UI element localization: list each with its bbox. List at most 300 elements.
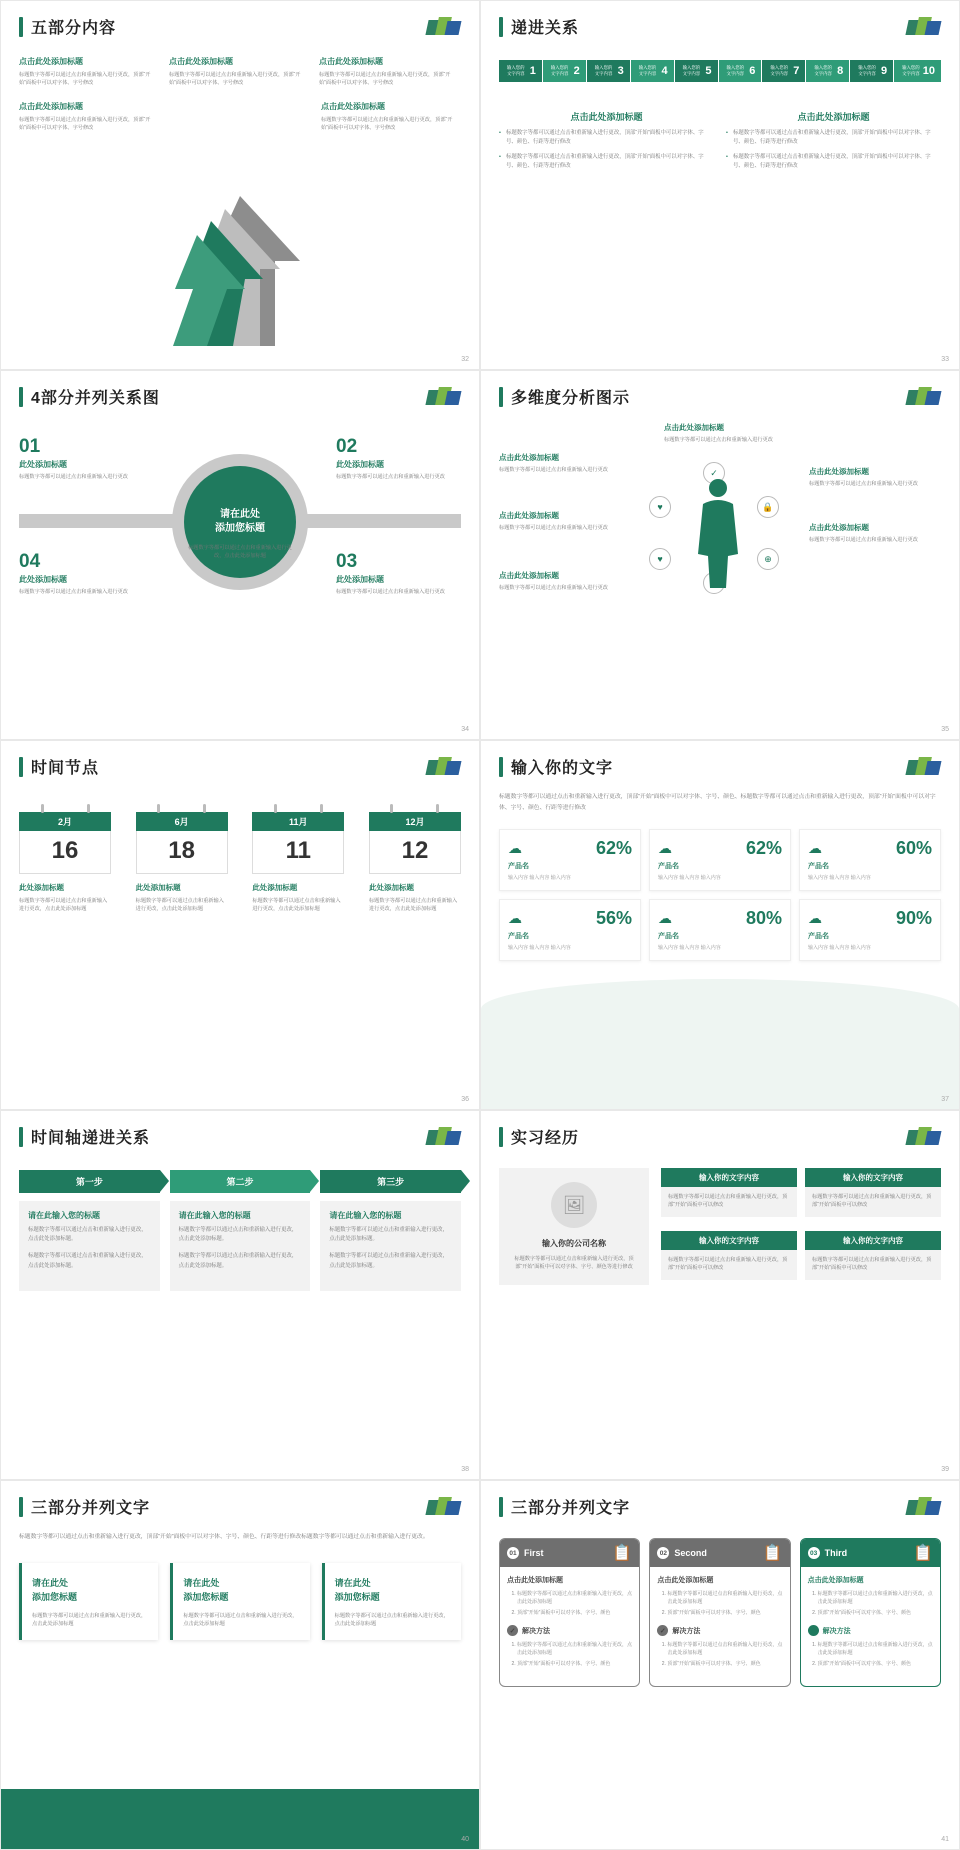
company-name: 输入你的公司名称 — [542, 1239, 606, 1248]
cloud-icon: ☁ — [808, 910, 822, 927]
step-item[interactable]: 输入您的文字内容 7 — [762, 60, 805, 82]
item-title: 请在此输入您的标题 — [329, 1211, 402, 1220]
slide-number: 34 — [461, 726, 469, 733]
step-item[interactable]: 输入您的文字内容 5 — [675, 60, 718, 82]
item-title: 此处添加标题 — [336, 575, 384, 584]
title-accent-bar — [499, 1497, 503, 1517]
slide-number: 33 — [941, 356, 949, 363]
card-number: 01 — [507, 1547, 519, 1559]
calendar-rings — [252, 804, 344, 812]
calendar-day: 16 — [19, 831, 111, 874]
card-header — [650, 1539, 789, 1567]
step-item[interactable]: 输入您的文字内容 4 — [631, 60, 674, 82]
slide-number: 39 — [941, 1466, 949, 1473]
card-body — [500, 1567, 639, 1686]
center-note: 标题数字等都可以通过点击和重新输入进行更改，点击此处添加标题 — [188, 545, 292, 560]
stat-card[interactable] — [649, 899, 791, 961]
info-card[interactable] — [800, 1538, 941, 1687]
page-title: 时间节点 — [31, 760, 100, 777]
globe-icon: ⊕ — [757, 548, 779, 570]
item-title: 点击此处添加标题 — [321, 102, 385, 112]
item-text: 标题数字等都可以通过点击和重新输入进行更改，顶部“开始”面板中可以对字体、字号修改 — [319, 72, 451, 87]
step-item[interactable]: 输入您的文字内容 2 — [543, 60, 586, 82]
column-title: 点击此处添加标题 — [797, 112, 870, 122]
item-title: 点击此处添加标题 — [499, 511, 559, 520]
slide-header — [499, 755, 941, 778]
item-number: 04 — [19, 551, 41, 572]
calendar-list — [19, 804, 461, 913]
list-item — [19, 101, 159, 132]
card-title: First — [524, 1548, 544, 1558]
card-subtitle: 点击此处添加标题 — [657, 1577, 714, 1584]
item-title: 点击此处添加标题 — [499, 453, 559, 462]
item-number: 02 — [336, 436, 358, 457]
card-text: 标题数字等都可以通过点击和重新输入进行更改，点击此处添加标题 — [183, 1613, 298, 1628]
card-subtitle: 点击此处添加标题 — [507, 1577, 563, 1584]
list-item: 1. 标题数字等都可以通过点击和重新输入进行更改，点击此处添加标题 — [517, 1590, 632, 1606]
card-title-line2: 添加您标题 — [32, 1591, 78, 1602]
info-card[interactable] — [649, 1538, 790, 1687]
stat-value: 90% — [895, 908, 932, 929]
card-header — [801, 1539, 940, 1567]
slide-header — [499, 15, 941, 38]
box-header: 输入你的文字内容 — [661, 1231, 797, 1250]
experience-box[interactable] — [805, 1168, 941, 1223]
card-text: 标题数字等都可以通过点击和重新输入进行更改，点击此处添加标题 — [32, 1613, 147, 1628]
item-title: 此处添加标题 — [135, 883, 181, 892]
title-accent-bar — [499, 1127, 503, 1147]
stat-card[interactable] — [649, 829, 791, 891]
slide-32 — [0, 0, 480, 370]
calendar-item[interactable] — [252, 804, 344, 913]
item-title: 此处添加标题 — [19, 883, 64, 892]
stat-label: 产品名 — [508, 863, 529, 871]
diagram-item — [19, 436, 144, 481]
step-item[interactable]: 输入您的文字内容 8 — [806, 60, 849, 82]
item-title: 此处添加标题 — [19, 460, 67, 469]
diagram-item — [809, 522, 941, 544]
slide-number: 41 — [941, 1836, 949, 1843]
calendar-item[interactable] — [136, 804, 228, 913]
page-title: 五部分内容 — [31, 20, 117, 37]
page-title: 递进关系 — [511, 20, 580, 37]
item-text: 标题数字等都可以通过点击和重新输入进行更改，顶部“开始”面板中可以对字体、字号修改 — [169, 72, 301, 87]
item-number: 03 — [336, 551, 358, 572]
bullet-list — [726, 129, 941, 171]
step-column — [170, 1170, 311, 1291]
box-header: 输入你的文字内容 — [805, 1168, 941, 1187]
stat-meta: 输入内容 输入内容 输入内容 — [658, 875, 721, 882]
heart-icon: ♥ — [649, 496, 671, 518]
stat-meta: 输入内容 输入内容 输入内容 — [508, 945, 571, 952]
item-text: 标题数字等都可以通过点击和重新输入进行更改，点击此处添加标题。 — [329, 1253, 448, 1269]
slide-39 — [480, 1110, 960, 1480]
decorative-background — [481, 979, 959, 1109]
solution-header — [657, 1625, 782, 1636]
stat-card[interactable] — [799, 829, 941, 891]
calendar-month: 6月 — [136, 812, 228, 831]
card-title: Third — [824, 1548, 848, 1558]
slide-header — [19, 1125, 461, 1148]
card-grid — [19, 1563, 461, 1640]
item-text: 标题数字等都可以通过点击和重新输入进行更改，顶部“开始”面板中可以对字体、字号修改 — [19, 72, 151, 87]
diagram-item — [336, 551, 461, 596]
center-title-line2: 添加您标题 — [215, 523, 265, 534]
list-item: 2. 顶部“开始”面板中可以对字体、字号、颜色 — [818, 1660, 933, 1668]
slide-38 — [0, 1110, 480, 1480]
title-accent-bar — [19, 1127, 23, 1147]
stat-label: 产品名 — [508, 933, 529, 941]
step-body — [19, 1201, 160, 1291]
box-text: 标题数字等都可以通过点击和重新输入进行更改，顶部“开始”面板中可以修改 — [661, 1250, 797, 1280]
box-header: 输入你的文字内容 — [805, 1231, 941, 1250]
item-text: 标题数字等都可以通过点击和重新输入进行更改，点击此处添加标题 — [19, 898, 108, 913]
item-title: 点击此处添加标题 — [19, 102, 83, 112]
title-accent-bar — [499, 387, 503, 407]
step-body — [320, 1201, 461, 1291]
stat-card[interactable] — [799, 899, 941, 961]
calendar-day: 18 — [136, 831, 228, 874]
slide-header — [19, 15, 461, 38]
card-grid — [499, 1538, 941, 1687]
check-icon: ✓ — [703, 462, 725, 484]
cloud-icon: ☁ — [658, 840, 672, 857]
step-column — [320, 1170, 461, 1291]
brand-logo-icon — [907, 757, 941, 777]
slide-35 — [480, 370, 960, 740]
title-accent-bar — [19, 1497, 23, 1517]
check-icon: ✓ — [808, 1625, 819, 1636]
item-number: 01 — [19, 436, 41, 457]
step-header[interactable]: 第二步 — [170, 1170, 311, 1193]
item-text: 标题数字等都可以通过点击和重新输入进行更改 — [664, 437, 773, 443]
item-text: 标题数字等都可以通过点击和重新输入进行更改 — [336, 474, 445, 480]
page-title: 三部分并列文字 — [31, 1500, 151, 1517]
card-text: 标题数字等都可以通过点击和重新输入进行更改，点击此处添加标题 — [334, 1613, 449, 1628]
stat-value: 62% — [595, 838, 632, 859]
bullet-list — [499, 129, 714, 171]
card-subtitle: 点击此处添加标题 — [807, 1577, 864, 1584]
list-item — [321, 101, 461, 132]
list-item: 2. 顶部“开始”面板中可以对字体、字号、颜色 — [517, 1609, 632, 1617]
item-title: 点击此处添加标题 — [19, 57, 83, 66]
slide-header — [19, 385, 461, 408]
card-title-line2: 添加您标题 — [183, 1591, 229, 1602]
item-title: 点击此处添加标题 — [499, 571, 559, 580]
item-title: 此处添加标题 — [368, 883, 414, 892]
card-title: Second — [674, 1548, 707, 1558]
brand-logo-icon — [907, 17, 941, 37]
item-title: 请在此输入您的标题 — [28, 1211, 100, 1220]
heart-icon: ♥ — [649, 548, 671, 570]
step-item[interactable]: 输入您的文字内容 10 — [894, 60, 941, 82]
card-body — [801, 1567, 940, 1686]
slide-34 — [0, 370, 480, 740]
bullet-item: • 标题数字等都可以通过点击和重新输入进行更改，顶部“开始”面板中可以对字体、字号、颜色、行距等进行修改 — [726, 129, 941, 147]
cloud-icon: ☁ — [658, 910, 672, 927]
stat-label: 产品名 — [658, 863, 679, 871]
calendar-item[interactable] — [369, 804, 461, 913]
experience-box[interactable] — [661, 1231, 797, 1286]
page-title: 时间轴递进关系 — [31, 1130, 151, 1147]
calendar-item[interactable] — [19, 804, 111, 913]
diagram — [19, 426, 461, 626]
page-title: 实习经历 — [511, 1130, 580, 1147]
box-text: 标题数字等都可以通过点击和重新输入进行更改，顶部“开始”面板中可以修改 — [805, 1250, 941, 1280]
brand-logo-icon — [907, 387, 941, 407]
brand-logo-icon — [427, 757, 461, 777]
check-icon: ✓ — [657, 1625, 668, 1636]
slide-number: 35 — [941, 726, 949, 733]
cloud-icon: ☁ — [508, 910, 522, 927]
detail-columns — [499, 110, 941, 177]
title-accent-bar — [499, 757, 503, 777]
slide-number: 38 — [461, 1466, 469, 1473]
detail-column — [499, 110, 714, 177]
item-text: 标题数字等都可以通过点击和重新输入进行更改，点击此处添加标题。 — [329, 1227, 448, 1243]
list-item: 1. 标题数字等都可以通过点击和重新输入进行更改，点击此处添加标题 — [818, 1641, 933, 1657]
numbered-list — [667, 1641, 782, 1668]
stat-meta: 输入内容 输入内容 输入内容 — [658, 945, 721, 952]
numbered-list — [818, 1590, 933, 1617]
solution-header — [507, 1625, 632, 1636]
step-item[interactable]: 输入您的文字内容 3 — [587, 60, 630, 82]
slide-number: 40 — [461, 1836, 469, 1843]
solution-label: 解决方法 — [822, 1627, 851, 1635]
card-title-line1: 请在此处 — [32, 1578, 69, 1588]
stat-card-grid — [499, 829, 941, 961]
box-header: 输入你的文字内容 — [661, 1168, 797, 1187]
item-title: 此处添加标题 — [19, 575, 67, 584]
title-accent-bar — [499, 17, 503, 37]
item-title: 点击此处添加标题 — [664, 423, 724, 432]
list-item: 2. 顶部“开始”面板中可以对字体、字号、颜色 — [517, 1660, 632, 1668]
slide-number: 32 — [461, 356, 469, 363]
step-chevron-list — [499, 60, 941, 82]
bullet-item: • 标题数字等都可以通过点击和重新输入进行更改，顶部“开始”面板中可以对字体、字号、颜色、行距等进行修改 — [499, 129, 714, 147]
stat-meta: 输入内容 输入内容 输入内容 — [808, 945, 871, 952]
slide-header — [499, 385, 941, 408]
step-item[interactable]: 输入您的文字内容 6 — [719, 60, 762, 82]
list-item: 1. 标题数字等都可以通过点击和重新输入进行更改，点击此处添加标题 — [818, 1590, 933, 1606]
numbered-list — [517, 1590, 632, 1617]
numbered-list — [517, 1641, 632, 1668]
stat-card[interactable] — [499, 899, 641, 961]
item-title: 点击此处添加标题 — [809, 467, 869, 476]
step-header[interactable]: 第一步 — [19, 1170, 160, 1193]
card-title-line1: 请在此处 — [183, 1578, 220, 1588]
company-panel — [499, 1168, 649, 1285]
item-text: 标题数字等都可以通过点击和重新输入进行更改，点击此处添加标题。 — [178, 1253, 298, 1269]
list-item: 1. 标题数字等都可以通过点击和重新输入进行更改，点击此处添加标题 — [517, 1641, 632, 1657]
item-title: 请在此输入您的标题 — [178, 1211, 251, 1220]
calendar-rings — [19, 804, 111, 812]
image-placeholder-icon: 🖼 — [551, 1182, 597, 1228]
slide-header — [19, 1495, 461, 1518]
list-item — [19, 56, 161, 87]
step-item[interactable]: 输入您的文字内容 9 — [850, 60, 893, 82]
slide-number: 36 — [461, 1096, 469, 1103]
page-title: 输入你的文字 — [511, 760, 614, 777]
experience-layout — [499, 1168, 941, 1285]
clipboard-icon: 📋 — [913, 1545, 933, 1562]
info-card[interactable] — [499, 1538, 640, 1687]
calendar-month: 2月 — [19, 812, 111, 831]
card-header — [500, 1539, 639, 1567]
stat-value: 80% — [745, 908, 782, 929]
item-title: 点击此处添加标题 — [809, 523, 869, 532]
diagram-item — [336, 436, 461, 481]
stat-value: 62% — [745, 838, 782, 859]
item-text: 标题数字等都可以通过点击和重新输入进行更改 — [809, 481, 918, 487]
intro-paragraph: 标题数字等都可以通过点击和重新输入进行更改，顶部“开始”面板中可以对字体、字号、颜色、标题数字等都可以通过点击和重新输入进行更改，顶部“开始”面板中可以对字体、字号、颜色、行距等进行修改 — [499, 794, 936, 811]
center-title-line1: 请在此处 — [220, 509, 260, 520]
item-text: 标题数字等都可以通过点击和重新输入进行更改 — [499, 467, 608, 473]
step-item[interactable]: 输入您的文字内容 1 — [499, 60, 542, 82]
card-number: 02 — [657, 1547, 669, 1559]
stat-meta: 输入内容 输入内容 输入内容 — [508, 875, 571, 882]
title-accent-bar — [19, 387, 23, 407]
item-title: 点击此处添加标题 — [169, 57, 233, 66]
stat-label: 产品名 — [808, 933, 829, 941]
brand-logo-icon — [427, 1497, 461, 1517]
item-text: 标题数字等都可以通过点击和重新输入进行更改，顶部“开始”面板中可以对字体、字号修改 — [321, 117, 453, 132]
slide-41 — [480, 1480, 960, 1850]
calendar-rings — [369, 804, 461, 812]
calendar-rings — [136, 804, 228, 812]
item-title: 此处添加标题 — [336, 460, 384, 469]
stat-meta: 输入内容 输入内容 输入内容 — [808, 875, 871, 882]
calendar-month: 11月 — [252, 812, 344, 831]
diagram-item — [664, 422, 796, 444]
item-title: 此处添加标题 — [252, 883, 298, 892]
detail-column — [726, 110, 941, 177]
text-card[interactable] — [170, 1563, 309, 1640]
experience-boxes — [661, 1168, 941, 1285]
item-text: 标题数字等都可以通过点击和重新输入进行更改，点击此处添加标题。 — [178, 1227, 298, 1243]
solution-header — [808, 1625, 933, 1636]
list-item: 2. 顶部“开始”面板中可以对字体、字号、颜色 — [818, 1609, 933, 1617]
box-text: 标题数字等都可以通过点击和重新输入进行更改，顶部“开始”面板中可以修改 — [805, 1187, 941, 1217]
card-number: 03 — [808, 1547, 820, 1559]
list-item — [169, 56, 311, 87]
calendar-month: 12月 — [369, 812, 461, 831]
item-text: 标题数字等都可以通过点击和重新输入进行更改 — [499, 585, 608, 591]
step-body — [170, 1201, 311, 1291]
check-icon: ✓ — [507, 1625, 518, 1636]
column-title: 点击此处添加标题 — [570, 112, 643, 122]
title-accent-bar — [19, 757, 23, 777]
cloud-icon: ☁ — [808, 840, 822, 857]
stat-label: 产品名 — [808, 863, 829, 871]
item-text: 标题数字等都可以通过点击和重新输入进行更改，点击此处添加标题 — [135, 898, 224, 913]
experience-box[interactable] — [661, 1168, 797, 1223]
brand-logo-icon — [427, 387, 461, 407]
numbered-list — [667, 1590, 782, 1617]
item-text: 标题数字等都可以通过点击和重新输入进行更改，顶部“开始”面板中可以对字体、字号修改 — [19, 117, 151, 132]
list-item — [319, 56, 461, 87]
title-accent-bar — [19, 17, 23, 37]
item-text: 标题数字等都可以通过点击和重新输入进行更改，点击此处添加标题 — [252, 898, 341, 913]
clipboard-icon: 📋 — [762, 1545, 783, 1562]
step-column — [19, 1170, 160, 1291]
brand-logo-icon — [907, 1127, 941, 1147]
slide-33 — [480, 0, 960, 370]
content-columns-bottom — [19, 101, 461, 132]
clipboard-icon: 📋 — [612, 1545, 633, 1562]
numbered-list — [818, 1641, 933, 1668]
brand-logo-icon — [427, 1127, 461, 1147]
decorative-band — [1, 1789, 479, 1849]
slide-header — [19, 755, 461, 778]
text-card[interactable] — [322, 1563, 461, 1640]
slide-37 — [480, 740, 960, 1110]
item-title: 点击此处添加标题 — [319, 57, 383, 66]
item-text: 标题数字等都可以通过点击和重新输入进行更改 — [19, 474, 128, 480]
slide-number: 37 — [941, 1096, 949, 1103]
solution-label: 解决方法 — [522, 1627, 550, 1635]
box-text: 标题数字等都可以通过点击和重新输入进行更改，顶部“开始”面板中可以修改 — [661, 1187, 797, 1217]
item-text: 标题数字等都可以通过点击和重新输入进行更改 — [499, 525, 608, 531]
brand-logo-icon — [427, 17, 461, 37]
stat-card[interactable] — [499, 829, 641, 891]
bullet-item: • 标题数字等都可以通过点击和重新输入进行更改，顶部“开始”面板中可以对字体、字号、颜色、行距等进行修改 — [726, 153, 941, 171]
item-text: 标题数字等都可以通过点击和重新输入进行更改 — [19, 589, 128, 595]
item-text: 标题数字等都可以通过点击和重新输入进行更改，点击此处添加标题 — [368, 898, 458, 913]
lock-icon: 🔒 — [757, 496, 779, 518]
experience-box[interactable] — [805, 1231, 941, 1286]
bullet-item: • 标题数字等都可以通过点击和重新输入进行更改，顶部“开始”面板中可以对字体、字号、颜色、行距等进行修改 — [499, 153, 714, 171]
solution-label: 解决方法 — [672, 1627, 701, 1635]
center-circle — [184, 466, 296, 578]
diagram — [499, 422, 941, 637]
diagram-item — [499, 510, 631, 532]
stat-value: 56% — [595, 908, 632, 929]
company-text: 标题数字等都可以通过点击和重新输入进行更改，顶部“开始”面板中可以对字体、字号、颜色等进行修改 — [514, 1256, 634, 1271]
calendar-day: 11 — [252, 831, 344, 874]
page-title: 4部分并列关系图 — [31, 390, 160, 407]
item-text: 标题数字等都可以通过点击和重新输入进行更改，点击此处添加标题。 — [28, 1227, 147, 1243]
list-item: 2. 顶部“开始”面板中可以对字体、字号、颜色 — [667, 1660, 782, 1668]
step-header[interactable]: 第三步 — [320, 1170, 461, 1193]
diagram-item — [499, 452, 631, 474]
stat-value: 60% — [895, 838, 932, 859]
slide-header — [499, 1495, 941, 1518]
page-title: 三部分并列文字 — [511, 1500, 631, 1517]
card-title-line1: 请在此处 — [334, 1578, 371, 1588]
intro-paragraph: 标题数字等都可以通过点击和重新输入进行更改，顶部“开始”面板中可以对字体、字号、颜色、行距等进行修改标题数字等都可以通过点击和重新输入进行更改。 — [19, 1534, 429, 1540]
list-item: 2. 顶部“开始”面板中可以对字体、字号、颜色 — [667, 1609, 782, 1617]
card-title-line2: 添加您标题 — [334, 1591, 380, 1602]
page-title: 多维度分析图示 — [511, 390, 631, 407]
content-columns — [19, 56, 461, 87]
diagram-item — [19, 551, 144, 596]
arrows-graphic — [115, 191, 365, 351]
calendar-day: 12 — [369, 831, 461, 874]
slide-40 — [0, 1480, 480, 1850]
cloud-icon: ☁ — [508, 840, 522, 857]
slide-header — [499, 1125, 941, 1148]
item-text: 标题数字等都可以通过点击和重新输入进行更改 — [336, 589, 445, 595]
card-body — [650, 1567, 789, 1686]
list-item: 1. 标题数字等都可以通过点击和重新输入进行更改，点击此处添加标题 — [667, 1590, 782, 1606]
item-text: 标题数字等都可以通过点击和重新输入进行更改，点击此处添加标题。 — [28, 1253, 147, 1269]
brand-logo-icon — [907, 1497, 941, 1517]
item-text: 标题数字等都可以通过点击和重新输入进行更改 — [809, 537, 918, 543]
step-columns — [19, 1170, 461, 1291]
text-card[interactable] — [19, 1563, 158, 1640]
list-item: 1. 标题数字等都可以通过点击和重新输入进行更改，点击此处添加标题 — [667, 1641, 782, 1657]
